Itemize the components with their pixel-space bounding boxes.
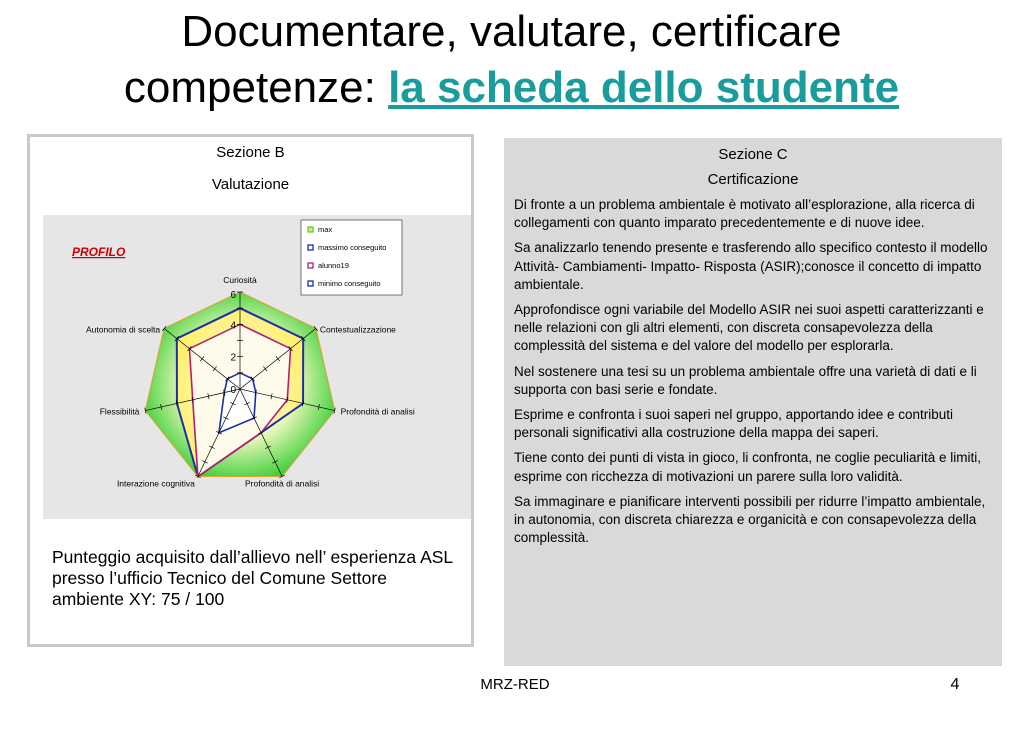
section-b-heading: Sezione B <box>216 144 285 161</box>
axis-label: Contestualizzazione <box>319 324 396 335</box>
title-line-1: Documentare, valutare, certificare <box>181 7 842 56</box>
score-text: Punteggio acquisito dall’allievo nell’ esperienza ASL presso l’ufficio Tecnico del Comune Settore ambiente XY: 75 / 100 <box>52 547 453 609</box>
title-prefix: competenze: <box>123 63 389 112</box>
section-c-subheading: Certificazione <box>707 171 799 188</box>
radial-tick-label: 0 <box>230 385 236 396</box>
certification-paragraph-5: Esprime e confronta i suoi saperi nel gruppo, apportando idee e contributi personali significativi alla costruzione della mappa dei saperi. <box>514 407 954 441</box>
radar-chart-area <box>43 215 471 519</box>
section-c-heading: Sezione C <box>718 146 788 163</box>
certification-paragraph-6: Tiene conto dei punti di vista in gioco, li confronta, ne coglie peculiarità e limiti, esprime con ricchezza di motivazioni un parere sulla loro validità. <box>514 450 982 484</box>
legend-swatch <box>308 245 313 250</box>
certification-paragraph-2: Sa analizzarlo tenendo presente e trasferendo allo specifico contesto il modello Attività- Cambiamenti- Impatto- Risposta (ASIR);conosce il concetto di impatto ambientale. <box>514 240 988 292</box>
certification-paragraph-7: Sa immaginare e pianificare interventi possibili per ridurre l’impatto ambientale, in autonomia, con discreta chiarezza e organicità e con consapevolezza della complessità. <box>514 493 986 546</box>
radial-tick-label: 4 <box>230 320 236 332</box>
axis-label: Curiosità <box>223 275 257 285</box>
certification-paragraph-4: Nel sostenere una tesi su un problema ambientale offre una varietà di dati e li supporta con basi serie e fondate. <box>514 363 977 397</box>
legend-swatch <box>308 281 313 286</box>
axis-label: Autonomia di scelta <box>85 324 161 335</box>
radar-chart <box>43 215 471 519</box>
slide-title <box>0 4 1023 116</box>
axis-label: Interazione cognitiva <box>116 478 195 489</box>
legend-label: massimo conseguito <box>318 243 387 252</box>
axis-label: Profondità di analisi <box>244 478 320 489</box>
axis-label: Profondità di analisi <box>340 406 415 417</box>
title-link[interactable]: la scheda dello studente <box>388 63 900 112</box>
page-number: 4 <box>950 676 960 693</box>
certification-paragraph-3: Approfondisce ogni variabile del Modello ASIR nei suoi aspetti caratterizzanti e nelle relazioni con gli altri elementi, con discreta consapevolezza della complessità del sistema e del valore del modello per esplorarla. <box>514 302 984 354</box>
certification-paragraph-1: Di fronte a un problema ambientale è motivato all’esplorazione, alla ricerca di collegamenti con quanto imparato precedentemente e di nuove idee. <box>514 197 975 231</box>
radial-tick-label: 6 <box>230 290 236 301</box>
legend-label: max <box>318 225 333 234</box>
axis-label: Flessibilità <box>99 406 140 417</box>
chart-title: PROFILO <box>72 245 126 259</box>
section-b-subheading: Valutazione <box>211 176 290 193</box>
legend-swatch <box>308 227 313 232</box>
radial-tick-label: 2 <box>230 352 236 364</box>
chart-legend <box>301 220 402 295</box>
footer-author: MRZ-RED <box>480 676 550 693</box>
section-c-panel <box>504 138 1002 666</box>
legend-label: minimo conseguito <box>318 279 381 288</box>
radar-plot-layer <box>86 275 415 488</box>
section-b-panel <box>27 134 474 647</box>
legend-label: alunno19 <box>318 261 349 270</box>
title-line-2 <box>0 60 1023 116</box>
legend-swatch <box>308 263 313 268</box>
